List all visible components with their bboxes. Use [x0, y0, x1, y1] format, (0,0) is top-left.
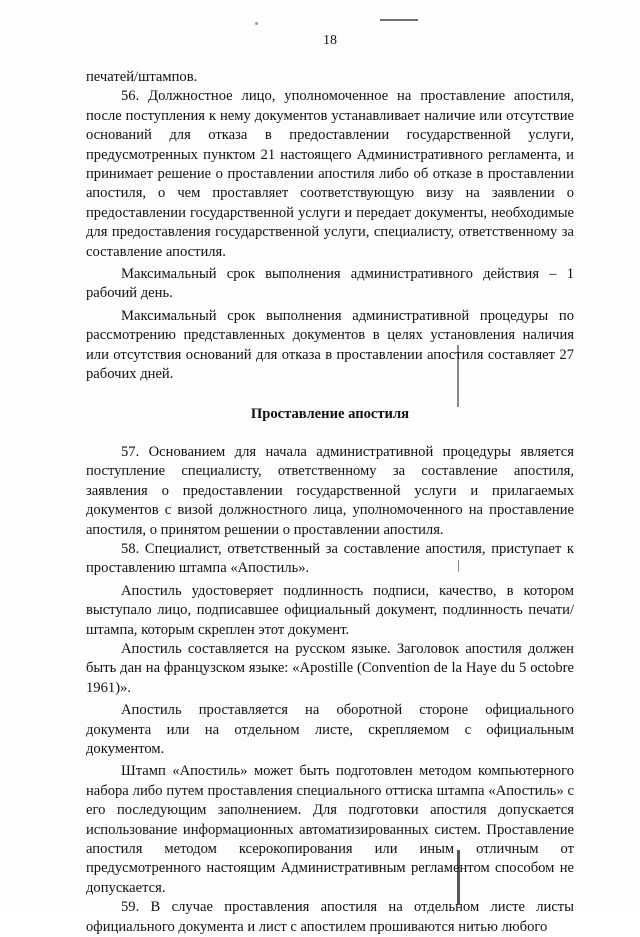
- scan-artifact-dot: [255, 22, 258, 25]
- paragraph-max-term-action: Максимальный срок выполнения административного действия – 1 рабочий день.: [86, 266, 574, 302]
- scan-artifact-top: [380, 19, 418, 21]
- paragraph-apostille-stamp: Штамп «Апостиль» может быть подготовлен методом компьютерного набора либо путем проставления специального оттиска штампа «Апостиль» с его последующим заполнением. Для подготовки апостиля допускается использование информационных автоматизированных систем. Проставление апостиля методом ксерокопирования или иным отличным от предусмотренного настоящим Административным регламентом способом не допускается.: [86, 763, 574, 896]
- paragraph-57: 57. Основанием для начала административной процедуры является поступление специалисту, ответственному за составление апостиля, заявления о предоставлении государственной услуги и прилагаемых документов с визой должностного лица, уполномоченного на проставление апостиля, о принятом решении о проставлении апостиля.: [86, 443, 574, 538]
- document-body: [86, 68, 574, 937]
- paragraph-56: 56. Должностное лицо, уполномоченное на проставление апостиля, после поступления к нему документов устанавливает наличие или отсутствие оснований для отказа в предоставлении государственной услуги, предусмотренных пунктом 21 настоящего Административного регламента, и принимает решение о проставлении апостиля либо об отказе в проставлении апостиля, о чем проставляет соответствующую визу на заявлении о предоставлении государственной услуги и передает документы, необходимые для предоставления государственной услуги, специалисту, ответственному за составление апостиля.: [86, 88, 574, 260]
- paragraph-58: 58. Специалист, ответственный за составление апостиля, приступает к проставлению штампа «Апостиль».: [86, 540, 574, 577]
- paragraph-59: 59. В случае проставления апостиля на отдельном листе листы официального документа и лист с апостилем прошиваются нитью любого: [86, 899, 574, 935]
- section-heading: Проставление апостиля: [250, 405, 410, 422]
- paragraph-apostille-certifies: Апостиль удостоверяет подлинность подписи, качество, в котором выступало лицо, подписавшее официальный документ, подлинность печати/штампа, которым скреплен этот документ.: [86, 582, 574, 638]
- page-number: 18: [323, 33, 337, 48]
- paragraph-apostille-language: Апостиль составляется на русском языке. Заголовок апостиля должен быть дан на французском языке: «Apostille (Convention de la Haye du 5 octobre 1961)».: [86, 640, 574, 696]
- paragraph-apostille-placement: Апостиль проставляется на оборотной стороне официального документа или на отдельном листе, скрепляемом с официальным документом.: [86, 702, 574, 757]
- paragraph-max-term-procedure: Максимальный срок выполнения административной процедуры по рассмотрению представленных документов в целях установления наличия или отсутствия оснований для отказа в проставлении апостиля составляет 27 рабочих дней.: [86, 307, 574, 383]
- paragraph-continuation: печатей/штампов.: [86, 69, 198, 85]
